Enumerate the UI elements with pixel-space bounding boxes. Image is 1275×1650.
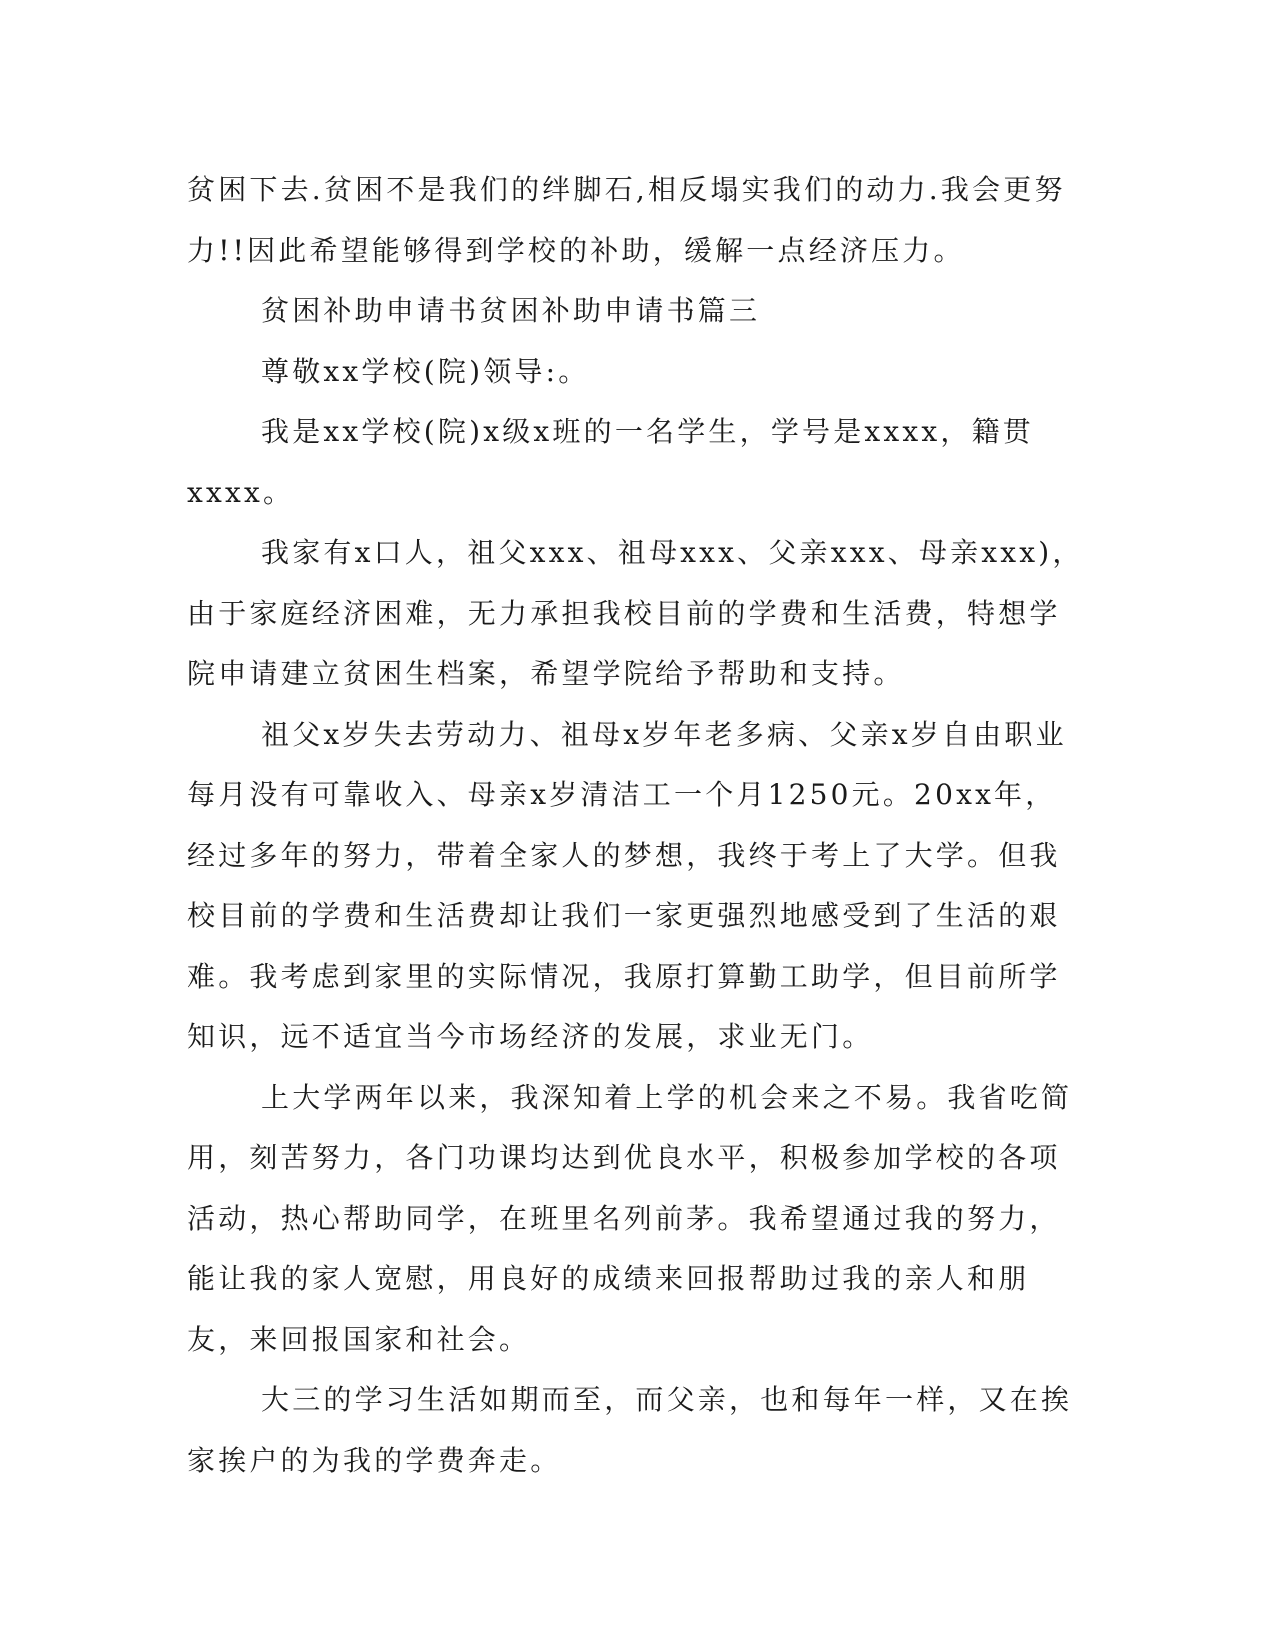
document-body: [187, 160, 1087, 1491]
paragraph-studies: 上大学两年以来，我深知着上学的机会来之不易。我省吃简用，刻苦努力，各门功课均达到优良水平，积极参加学校的各项活动，热心帮助同学，在班里名列前茅。我希望通过我的努力，能让我的家人宽慰，用良好的成绩来回报帮助过我的亲人和朋友，来回报国家和社会。: [187, 1080, 1073, 1356]
section-heading: 贫困补助申请书贫困补助申请书篇三: [261, 294, 761, 327]
paragraph-circumstances: 祖父x岁失去劳动力、祖母x岁年老多病、父亲x岁自由职业每月没有可靠收入、母亲x岁清洁工一个月1250元。20xx年，经过多年的努力，带着全家人的梦想，我终于考上了大学。但我校目前的学费和生活费却让我们一家更强烈地感受到了生活的艰难。我考虑到家里的实际情况，我原打算勤工助学，但目前所学知识，远不适宜当今市场经济的发展，求业无门。: [187, 717, 1067, 1053]
salutation: 尊敬xx学校(院)领导:。: [261, 354, 590, 388]
paragraph-introduction: 我是xx学校(院)x级x班的一名学生，学号是xxxx，籍贯xxxx。: [187, 415, 1034, 509]
paragraph-family: 我家有x口人，祖父xxx、祖母xxx、父亲xxx、母亲xxx)，由于家庭经济困难，无力承担我校目前的学费和生活费，特想学院申请建立贫困生档案，希望学院给予帮助和支持。: [187, 536, 1084, 690]
paragraph-continuation: 贫困下去.贫困不是我们的绊脚石,相反塌实我们的动力.我会更努力!!因此希望能够得到学校的补助，缓解一点经济压力。: [187, 173, 1066, 267]
paragraph-third-year: 大三的学习生活如期而至，而父亲，也和每年一样，又在挨家挨户的为我的学费奔走。: [187, 1383, 1073, 1477]
